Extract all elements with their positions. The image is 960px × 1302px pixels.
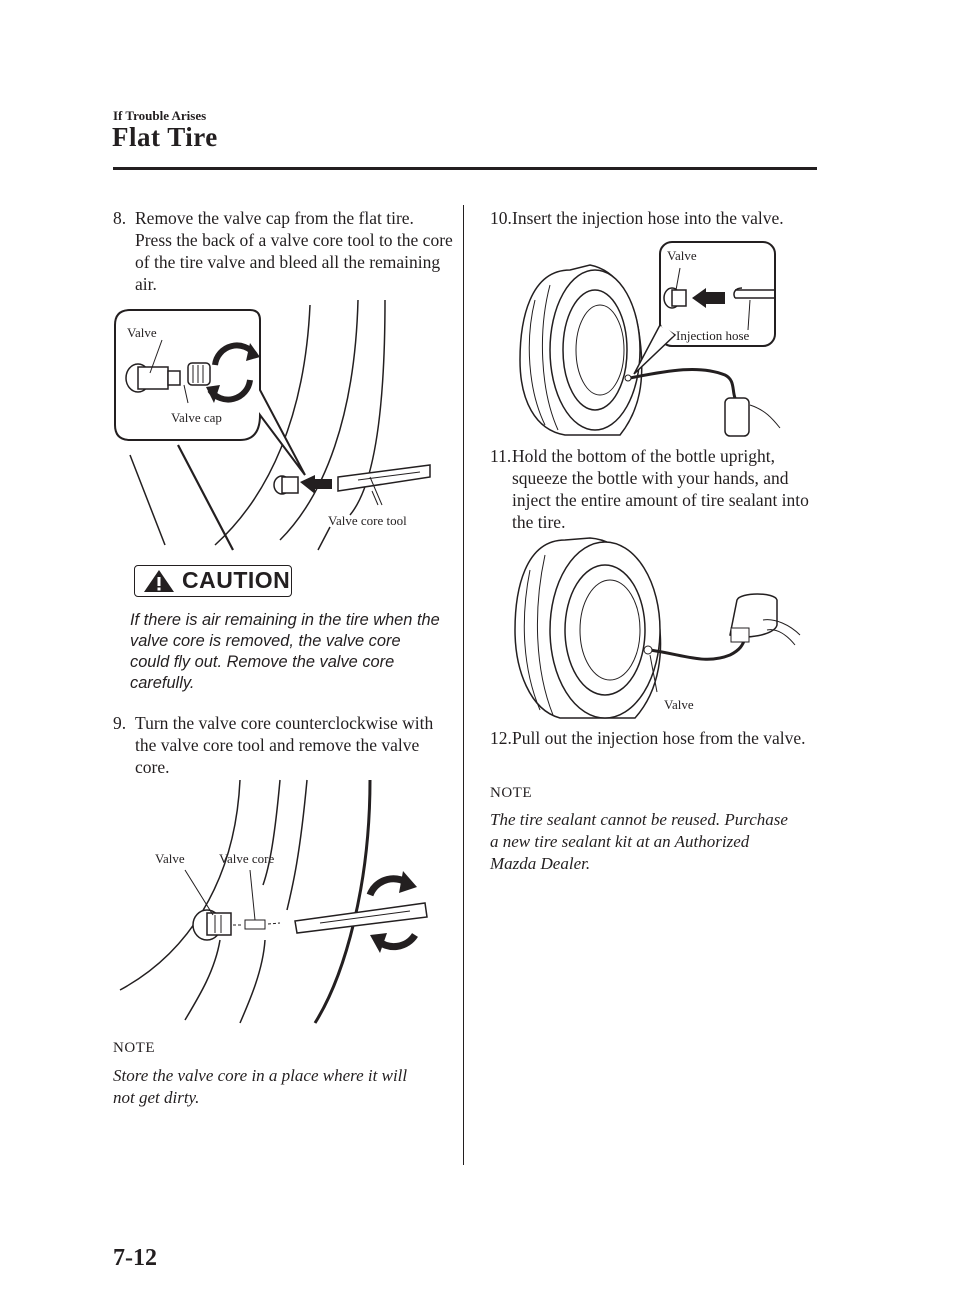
step-text: Turn the valve core counterclockwise with the valve core tool and remove the valve core. bbox=[135, 713, 434, 777]
step-10 bbox=[490, 207, 830, 229]
figure-inject-sealant bbox=[505, 530, 805, 725]
step-8 bbox=[113, 207, 453, 295]
note-heading: NOTE bbox=[113, 1040, 155, 1056]
step-text: Remove the valve cap from the flat tire. Press the back of a valve core tool to the core of the tire valve and bleed all the remaining air. bbox=[135, 208, 453, 294]
label-valve: Valve bbox=[155, 851, 185, 866]
step-text: Pull out the injection hose from the valve. bbox=[512, 728, 806, 748]
step-12 bbox=[490, 727, 830, 749]
label-valve-core: Valve core bbox=[219, 851, 275, 866]
section-label: If Trouble Arises bbox=[113, 108, 207, 123]
label-injection-hose: Injection hose bbox=[676, 328, 750, 343]
label-valve: Valve bbox=[664, 697, 694, 712]
caution-text: If there is air remaining in the tire when the valve core is removed, the valve core could fly out. Remove the valve core carefully. bbox=[130, 611, 440, 692]
label-valve-cap: Valve cap bbox=[171, 410, 222, 425]
warning-icon bbox=[143, 569, 175, 593]
step-11 bbox=[490, 445, 830, 533]
note-text: Store the valve core in a place where it will not get dirty. bbox=[113, 1066, 408, 1107]
step-number: 8. bbox=[113, 208, 127, 228]
step-text: Insert the injection hose into the valve. bbox=[512, 208, 784, 228]
page-number: 7-12 bbox=[113, 1245, 157, 1271]
caution-heading: CAUTION bbox=[182, 567, 291, 593]
header-rule bbox=[113, 167, 817, 170]
label-valve: Valve bbox=[127, 325, 157, 340]
step-text: Hold the bottom of the bottle upright, squeeze the bottle with your hands, and inject the entire amount of tire sealant into the tire. bbox=[512, 446, 809, 532]
step-number: 11. bbox=[490, 446, 512, 466]
label-valve: Valve bbox=[667, 248, 697, 263]
step-9 bbox=[113, 712, 453, 778]
step-number: 10. bbox=[490, 208, 512, 228]
figure-valve-core-removal bbox=[115, 775, 445, 1025]
page-title: Flat Tire bbox=[112, 122, 218, 152]
step-number: 9. bbox=[113, 713, 127, 733]
caution-banner bbox=[134, 565, 292, 597]
step-number: 12. bbox=[490, 728, 512, 748]
column-divider bbox=[463, 205, 464, 1165]
label-valve-core-tool: Valve core tool bbox=[328, 513, 407, 528]
note-text: The tire sealant cannot be reused. Purchase a new tire sealant kit at an Authorized Mazda Dealer. bbox=[490, 810, 788, 873]
note-heading: NOTE bbox=[490, 785, 532, 801]
